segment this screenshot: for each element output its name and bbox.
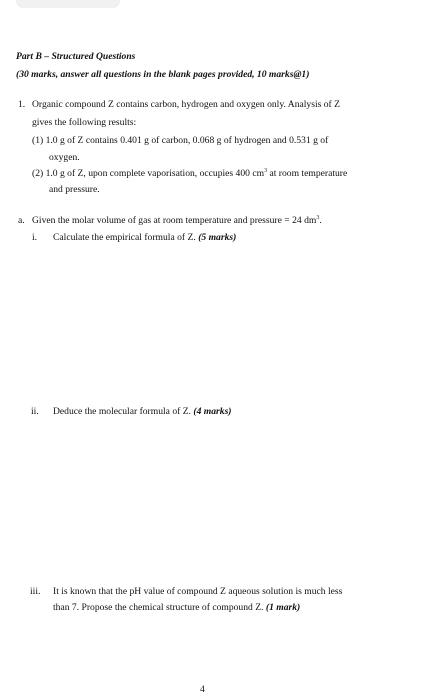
sub-ii-marks: (4 marks) xyxy=(193,406,232,417)
question-intro-line2: gives the following results: xyxy=(32,117,137,128)
result1-line2: oxygen. xyxy=(49,152,80,163)
result2-line2: and pressure. xyxy=(49,184,100,195)
result2-text-after: at room temperature xyxy=(267,168,348,179)
sub-iii-text: than 7. Propose the chemical structure of compound Z. xyxy=(53,602,266,613)
sub-iii-marks: (1 mark) xyxy=(265,602,301,613)
sub-ii-label: ii. xyxy=(31,406,39,417)
sub-i-label: i. xyxy=(32,232,38,243)
result2-text: (2) 1.0 g of Z, upon complete vaporisation, occupies 400 cm xyxy=(32,168,265,179)
sub-ii-question xyxy=(53,406,232,418)
sub-i-marks: (5 marks) xyxy=(198,232,237,243)
top-tab-decoration xyxy=(16,0,120,8)
section-instructions: (30 marks, answer all questions in the blank pages provided, 10 marks@1) xyxy=(16,69,310,80)
sub-iii-label: iii. xyxy=(30,586,41,597)
question-number: 1. xyxy=(18,99,26,110)
part-a-label: a. xyxy=(18,215,25,226)
result2-superscript: 3 xyxy=(264,168,268,174)
part-a-text-end: . xyxy=(319,215,322,226)
sub-i-question xyxy=(53,232,236,244)
sub-i-text: Calculate the empirical formula of Z. xyxy=(53,232,199,243)
result1-line1: (1) 1.0 g of Z contains 0.401 g of carbon, 0.068 g of hydrogen and 0.531 g of xyxy=(32,135,329,146)
sub-iii-line1: It is known that the pH value of compound Z aqueous solution is much less xyxy=(53,586,343,597)
page-number: 4 xyxy=(200,684,205,695)
section-title: Part B – Structured Questions xyxy=(16,51,136,62)
sub-iii-line2 xyxy=(53,602,300,614)
part-a-text xyxy=(32,215,322,227)
sub-ii-text: Deduce the molecular formula of Z. xyxy=(53,406,194,417)
part-a-superscript: 3 xyxy=(316,215,320,221)
result2-line1 xyxy=(32,168,347,180)
part-a-text-main: Given the molar volume of gas at room temperature and pressure = 24 dm xyxy=(32,215,317,226)
question-intro-line1: Organic compound Z contains carbon, hydrogen and oxygen only. Analysis of Z xyxy=(32,99,341,110)
